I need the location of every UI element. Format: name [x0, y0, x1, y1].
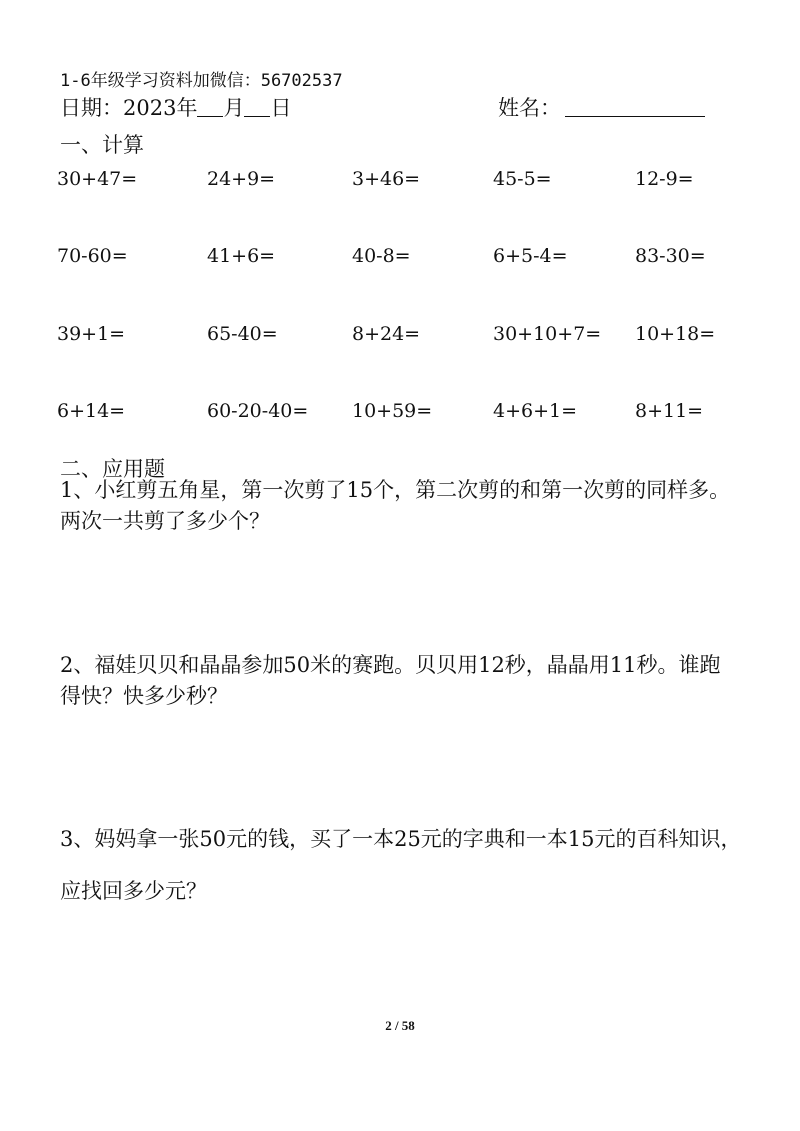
problem-line: 两次一共剪了多少个？	[60, 509, 270, 533]
calc-item: 6+5-4=	[493, 245, 568, 267]
calc-item: 83-30=	[635, 245, 706, 267]
calc-item: 60-20-40=	[207, 400, 309, 422]
calc-item: 8+24=	[352, 323, 421, 345]
word-problem-2	[60, 650, 760, 712]
calc-item: 30+47=	[57, 168, 138, 190]
problem-line: 1、小红剪五角星，第一次剪了15个，第二次剪的和第一次剪的同样多。	[60, 478, 731, 502]
name-label: 姓名：	[498, 96, 561, 120]
calc-item: 70-60=	[57, 245, 128, 267]
month-blank	[197, 96, 223, 117]
calc-item: 3+46=	[352, 168, 421, 190]
calc-item: 10+59=	[352, 400, 433, 422]
calc-item: 41+6=	[207, 245, 276, 267]
calc-item: 45-5=	[493, 168, 552, 190]
section-word-problems-title: 二、应用题	[60, 457, 165, 481]
calc-item: 24+9=	[207, 168, 276, 190]
calc-item: 8+11=	[635, 400, 704, 422]
name-blank	[565, 96, 705, 117]
problem-line: 3、妈妈拿一张50元的钱，买了一本25元的字典和一本15元的百科知识，	[60, 827, 742, 851]
date-line	[60, 92, 291, 122]
calc-item: 10+18=	[635, 323, 716, 345]
section-calc-title: 一、计算	[60, 133, 144, 157]
page-number: 2 / 58	[385, 1018, 415, 1033]
calc-item: 4+6+1=	[493, 400, 578, 422]
calc-row	[0, 400, 800, 430]
calc-item: 39+1=	[57, 323, 126, 345]
calc-item: 6+14=	[57, 400, 126, 422]
calc-row	[0, 323, 800, 353]
name-line	[498, 92, 705, 122]
problem-line: 得快？快多少秒？	[60, 684, 228, 708]
calc-row	[0, 245, 800, 275]
calc-item: 40-8=	[352, 245, 411, 267]
problem-line: 应找回多少元？	[60, 879, 207, 903]
day-blank	[244, 96, 270, 117]
date-label: 日期：2023年	[60, 96, 198, 120]
calc-item: 65-40=	[207, 323, 278, 345]
calc-item: 12-9=	[635, 168, 694, 190]
month-suffix: 月	[223, 96, 245, 120]
header-note: 1-6年级学习资料加微信：56702537	[60, 71, 343, 91]
calc-row	[0, 168, 800, 198]
calc-item: 30+10+7=	[493, 323, 602, 345]
day-suffix: 日	[270, 96, 292, 120]
word-problem-3	[60, 813, 760, 917]
problem-line: 2、福娃贝贝和晶晶参加50米的赛跑。贝贝用12秒，晶晶用11秒。谁跑	[60, 653, 721, 677]
word-problem-1	[60, 475, 760, 537]
